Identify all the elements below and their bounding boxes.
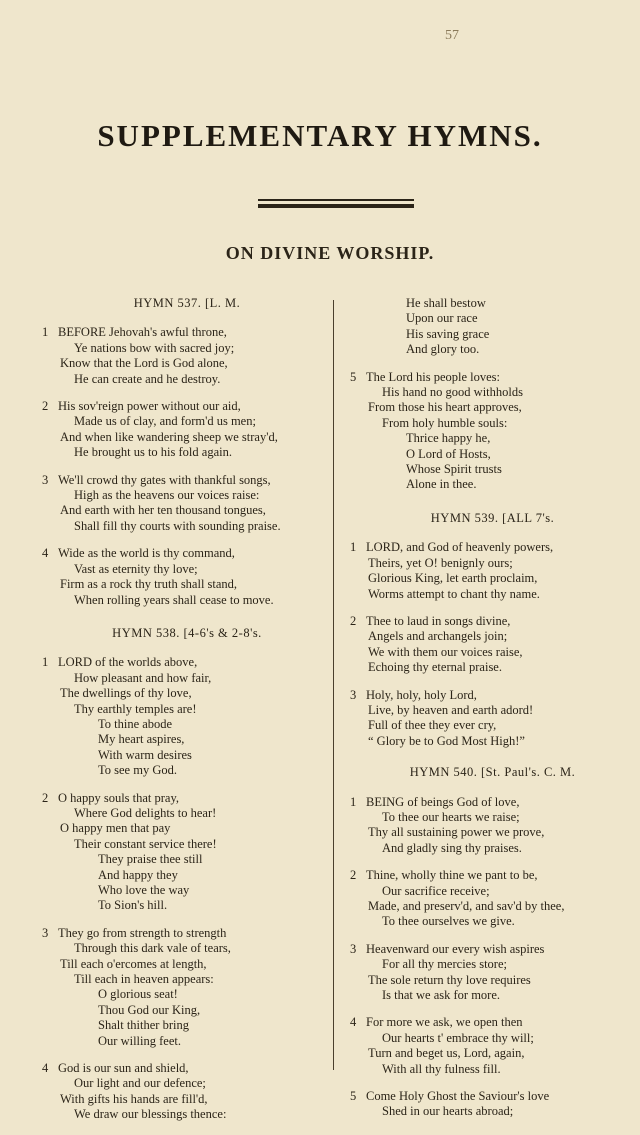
verse-line: Ye nations bow with sacred joy; <box>74 340 235 355</box>
verse-line: Till each in heaven appears: <box>74 972 214 987</box>
verse-line: Their constant service there! <box>74 836 217 851</box>
verse-line: His saving grace <box>406 326 490 341</box>
right-column <box>350 296 635 1132</box>
verse-line: BEING of beings God of love, <box>366 794 520 809</box>
verse-number: 2 <box>350 613 357 628</box>
verse-number: 2 <box>42 399 49 414</box>
verse-line: Turn and beget us, Lord, again, <box>368 1046 525 1061</box>
verse-line: With warm desires <box>98 747 192 762</box>
verse-line: Echoing thy eternal praise. <box>368 660 502 675</box>
verse-line: Our hearts t' embrace thy will; <box>382 1030 534 1045</box>
hymn-537-verse-4 <box>42 546 332 608</box>
verse-line: Alone in thee. <box>406 477 477 492</box>
verse-line: LORD of the worlds above, <box>58 655 198 670</box>
verse-line: With all thy fulness fill. <box>382 1061 501 1076</box>
column-divider <box>333 300 334 1070</box>
verse-line: Thrice happy he, <box>406 431 491 446</box>
hymn-539-heading: HYMN 539. [ALL 7's. <box>430 510 555 525</box>
verse-line: And earth with her ten thousand tongues, <box>60 503 266 518</box>
verse-line: Through this dark vale of tears, <box>74 941 231 956</box>
verse-line: Made us of clay, and form'd us men; <box>74 414 256 429</box>
page-number: 57 <box>445 28 459 43</box>
verse-line: Vast as eternity thy love; <box>74 561 198 576</box>
verse-line: Shall fill thy courts with sounding praise. <box>74 518 281 533</box>
hymn-539-verse-2 <box>350 614 635 676</box>
verse-line: LORD, and God of heavenly powers, <box>366 540 554 555</box>
verse-line: God is our sun and shield, <box>58 1061 189 1076</box>
verse-line: And when like wandering sheep we stray'd, <box>60 429 278 444</box>
verse-line: To thee ourselves we give. <box>382 914 515 929</box>
verse-number: 1 <box>350 794 357 809</box>
hymn-539-verse-1 <box>350 540 635 602</box>
verse-number: 3 <box>350 687 357 702</box>
verse-number: 4 <box>42 546 49 561</box>
hymn-537-verse-3 <box>42 473 332 535</box>
verse-line: Know that the Lord is God alone, <box>60 356 228 371</box>
verse-number: 5 <box>350 1089 357 1104</box>
verse-line: And glory too. <box>406 342 480 357</box>
verse-line: Our light and our defence; <box>74 1076 206 1091</box>
verse-line: Thou God our King, <box>98 1002 201 1017</box>
verse-line: How pleasant and how fair, <box>74 670 212 685</box>
hymn-540-verse-1 <box>350 795 635 857</box>
verse-line: Who love the way <box>98 883 190 897</box>
verse-line: My heart aspires, <box>98 732 185 747</box>
verse-line: From holy humble souls: <box>382 415 508 430</box>
verse-line: His sov'reign power without our aid, <box>58 399 241 414</box>
section-heading: ON DIVINE WORSHIP. <box>225 243 435 263</box>
verse-line: Made, and preserv'd, and sav'd by thee, <box>368 899 565 913</box>
verse-number: 1 <box>350 540 357 555</box>
hymn-540-verse-5 <box>350 1089 635 1120</box>
verse-line: We'll crowd thy gates with thankful songs, <box>58 472 271 487</box>
verse-number: 3 <box>42 472 49 487</box>
verse-line: The dwellings of thy love, <box>60 686 192 701</box>
verse-line: Where God delights to hear! <box>74 805 217 820</box>
verse-number: 2 <box>350 868 357 883</box>
verse-line: O glorious seat! <box>98 987 178 1002</box>
verse-line: Thee to laud in songs divine, <box>366 613 511 628</box>
title-rule-thick <box>258 204 414 208</box>
verse-line: We draw our blessings thence: <box>74 1107 227 1122</box>
verse-line: For more we ask, we open then <box>366 1015 523 1030</box>
verse-line: Our sacrifice receive; <box>382 883 490 898</box>
verse-line: And gladly sing thy praises. <box>382 840 522 855</box>
verse-line: His hand no good withholds <box>382 385 523 400</box>
verse-line: Thine, wholly thine we pant to be, <box>366 868 538 883</box>
verse-line: With gifts his hands are fill'd, <box>60 1091 208 1106</box>
verse-number: 4 <box>350 1015 357 1030</box>
verse-line: Thy all sustaining power we prove, <box>368 825 545 840</box>
left-column <box>42 296 332 1135</box>
hymn-540-verse-2 <box>350 868 635 930</box>
verse-number: 3 <box>42 925 49 940</box>
verse-line: Firm as a rock thy truth shall stand, <box>60 577 238 592</box>
hymn-538-verse-3 <box>42 926 332 1049</box>
verse-line: Till each o'ercomes at length, <box>60 956 207 971</box>
verse-line: Whose Spirit trusts <box>406 462 502 477</box>
verse-line: The Lord his people loves: <box>366 369 500 384</box>
verse-number: 1 <box>42 325 49 340</box>
verse-line: He can create and he destroy. <box>74 371 221 386</box>
verse-line: BEFORE Jehovah's awful throne, <box>58 325 227 340</box>
verse-line: To thine abode <box>98 716 173 731</box>
verse-line: To thee our hearts we raise; <box>382 809 520 824</box>
verse-line: Angels and archangels join; <box>368 629 508 644</box>
verse-line: They praise thee still <box>98 852 203 867</box>
verse-number: 3 <box>350 941 357 956</box>
verse-line: Is that we ask for more. <box>382 988 501 1003</box>
hymn-539-verse-3 <box>350 688 635 750</box>
verse-line: Thy earthly temples are! <box>74 701 197 716</box>
hymn-538-verse-1 <box>42 655 332 778</box>
verse-line: “ Glory be to God Most High!” <box>368 733 525 748</box>
verse-line: To Sion's hill. <box>98 898 168 913</box>
verse-line: We with them our voices raise, <box>368 644 523 659</box>
verse-line: To see my God. <box>98 763 177 778</box>
verse-line: He shall bestow <box>406 296 486 310</box>
verse-line: Wide as the world is thy command, <box>58 546 235 561</box>
verse-line: Come Holy Ghost the Saviour's love <box>366 1089 550 1104</box>
hymn-537-verse-1 <box>42 325 332 387</box>
hymn-538-verse-4-continued <box>350 296 635 358</box>
verse-line: Upon our race <box>406 311 478 326</box>
hymn-538-verse-2 <box>42 791 332 914</box>
hymn-538-verse-4 <box>42 1061 332 1123</box>
verse-number: 1 <box>42 655 49 670</box>
verse-line: O happy souls that pray, <box>58 790 180 805</box>
hymn-537-heading: HYMN 537. [L. M. <box>133 296 241 310</box>
title-rule-thin <box>258 199 414 201</box>
hymn-540-verse-4 <box>350 1015 635 1077</box>
verse-line: For all thy mercies store; <box>382 957 507 972</box>
page-title: SUPPLEMENTARY HYMNS. <box>97 118 543 153</box>
verse-line: Shed in our hearts abroad; <box>382 1104 514 1119</box>
verse-line: Heavenward our every wish aspires <box>366 941 545 956</box>
verse-line: O Lord of Hosts, <box>406 446 491 461</box>
verse-line: Shalt thither bring <box>98 1018 189 1033</box>
hymn-538-heading: HYMN 538. [4-6's & 2-8's. <box>112 625 262 640</box>
verse-number: 2 <box>42 790 49 805</box>
verse-line: High as the heavens our voices raise: <box>74 488 260 503</box>
verse-line: And happy they <box>98 867 178 882</box>
hymn-540-verse-3 <box>350 942 635 1004</box>
verse-number: 5 <box>350 369 357 384</box>
verse-line: The sole return thy love requires <box>368 972 531 987</box>
verse-line: Full of thee they ever cry, <box>368 718 497 733</box>
verse-line: Our willing feet. <box>98 1033 181 1048</box>
verse-line: They go from strength to strength <box>58 925 227 940</box>
verse-line: He brought us to his fold again. <box>74 445 232 460</box>
verse-line: Theirs, yet O! benignly ours; <box>368 555 513 570</box>
verse-line: O happy men that pay <box>60 821 171 836</box>
hymn-540-heading: HYMN 540. [St. Paul's. C. M. <box>409 765 576 780</box>
verse-line: Live, by heaven and earth adord! <box>368 702 534 717</box>
verse-line: Worms attempt to chant thy name. <box>368 586 540 601</box>
verse-line: Holy, holy, holy Lord, <box>366 687 477 702</box>
hymn-538-verse-5 <box>350 370 635 493</box>
verse-line: When rolling years shall cease to move. <box>74 592 274 607</box>
hymn-537-verse-2 <box>42 399 332 461</box>
verse-number: 4 <box>42 1061 49 1076</box>
verse-line: Glorious King, let earth proclaim, <box>368 571 538 586</box>
verse-line: From those his heart approves, <box>368 400 522 415</box>
